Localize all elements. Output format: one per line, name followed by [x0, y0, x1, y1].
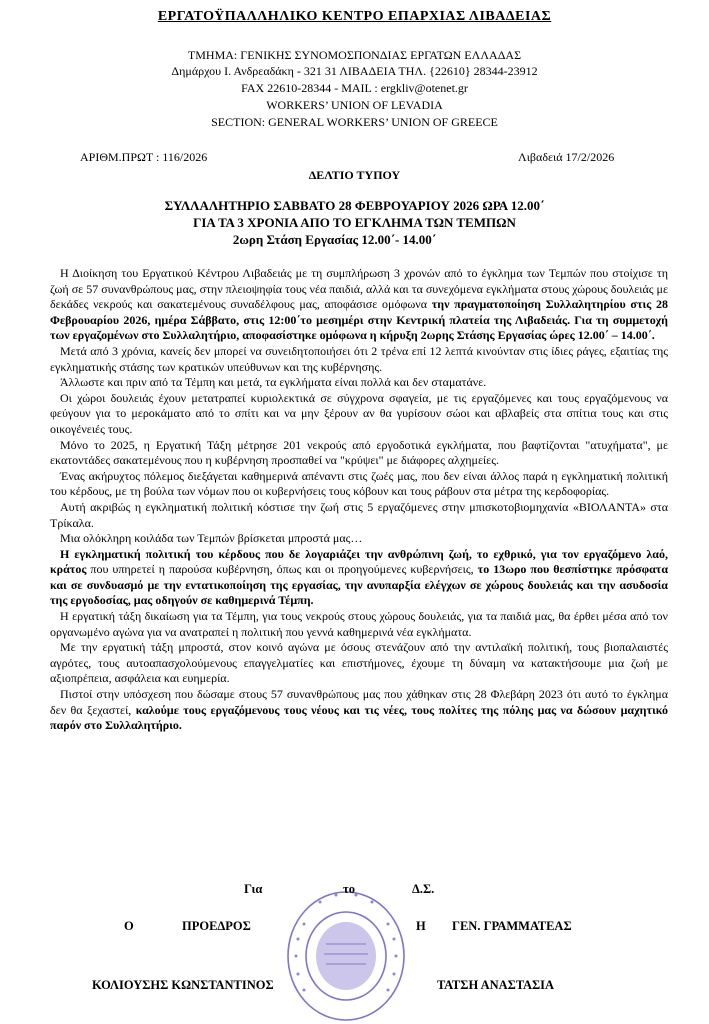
letterhead-title: ΕΡΓΑΤΟΫΠΑΛΛΗΛΙΚΟ ΚΕΝΤΡΟ ΕΠΑΡΧΙΑΣ ΛΙΒΑΔΕΙΑΣ: [157, 9, 552, 24]
headline-line-2: ΓΙΑ ΤΑ 3 ΧΡΟΝΙΑ ΑΠΟ ΤΟ ΕΓΚΛΗΜΑ ΤΩΝ ΤΕΜΠΩΝ: [193, 215, 516, 230]
letterhead-line-3: FAX 22610-28344 - MAIL : ergkliv@otenet.gr: [241, 81, 468, 95]
paragraph: Άλλωστε και πριν από τα Τέμπη και μετά, τα εγκλήματα είναι πολλά και δεν σταματάνε.: [60, 375, 487, 390]
signature-the: το: [343, 882, 356, 896]
signature-for: Για: [244, 882, 263, 896]
protocol-number: ΑΡΙΘΜ.ΠΡΩΤ : 116/2026: [80, 150, 208, 164]
document-date: Λιβαδειά 17/2/2026: [518, 150, 615, 164]
signature-article-o: Ο: [124, 919, 134, 933]
letterhead-line-4: WORKERS’ UNION OF LEVADIA: [266, 98, 443, 112]
paragraph: Η Διοίκηση του Εργατικού Κέντρου Λιβαδειάς με τη συμπλήρωση 3 χρονών από το έγκλημα των Τεμπών που στοίχισε τη ζωή σε 57 συνανθρώπους μας, στην πλειοψηφία τους νέα παιδιά, αλλά και τα συνεχόμενα εγκλήματα στους χώρους δουλειάς με δεκάδες νεκρούς και σακατεμένους συναδέλφους μας, αποφάσισε ομόφωνα την πραγματοποίηση Συλλαλητηρίου στις 28 Φεβρουαρίου 2026, ημέρα Σάββατο, στις 12:00΄το μεσημέρι στην Κεντρική πλατεία της Λιβαδειάς. Για τη συμμετοχή των εργαζομένων στο Συλλαλητήριο, αποφασίστηκε ομόφωνα η κήρυξη 2ωρης Στάσης Εργασίας ώρες 12.00΄ – 14.00΄.: [50, 266, 669, 343]
secretary-name: ΤΑΤΣΗ ΑΝΑΣΤΑΣΙΑ: [437, 978, 555, 992]
paragraph: Η εργατική τάξη δικαίωση για τα Τέμπη, για τους νεκρούς στους χώρους δουλειάς, για τα παιδιά μας, θα έρθει μέσα από τον οργανωμένο αγώνα για να ανατραπεί η πολιτική που γεννά καθημερινά νέα εγκλήματα.: [50, 609, 668, 639]
press-release-body: [50, 266, 668, 734]
letterhead-line-2: Δημάρχου Ι. Ανδρεαδάκη - 321 31 ΛΙΒΑΔΕΙΑ ΤΗΛ. {22610} 28344-23912: [171, 64, 538, 78]
signature-board: Δ.Σ.: [412, 882, 435, 896]
paragraph: Πιστοί στην υπόσχεση που δώσαμε στους 57 συνανθρώπους μας που χάθηκαν στις 28 Φλεβάρη 2023 ότι αυτό το έγκλημα δεν θα ξεχαστεί, καλούμε τους εργαζόμενους τους νέους και τις νέες, τους πολίτες της πόλης μας να δώσουν μαχητικό παρόν στο Συλλαλητήριο.: [50, 687, 669, 733]
letterhead-line-1: ΤΜΗΜΑ: ΓΕΝΙΚΗΣ ΣΥΝΟΜΟΣΠΟΝΔΙΑΣ ΕΡΓΑΤΩΝ ΕΛΛΑΔΑΣ: [187, 48, 522, 62]
paragraph: Μετά από 3 χρόνια, κανείς δεν μπορεί να συνειδητοποιήσει ότι 2 τρένα επί 12 λεπτά κινούνταν στις ίδιες ράγες, εξαιτίας της εγκληματικής στάσης των κρατικών υπεύθυνων και της κυβέρνησης.: [50, 343, 668, 374]
paragraph: Οι χώροι δουλειάς έχουν μετατραπεί κυριολεκτικά σε σύγχρονα σφαγεία, με τις εργαζόμενες και τους εργαζόμενους να φεύγουν για το μεροκάματο από το σπίτι και να μην ξέρουν αν θα γυρίσουν σώοι και αβλαβείς στα σπίτια τους και στις οικογένειές τους.: [50, 390, 668, 436]
headline-line-1: ΣΥΛΛΑΛΗΤΗΡΙΟ ΣΑΒΒΑΤΟ 28 ΦΕΒΡΟΥΑΡΙΟΥ 2026 ΩΡΑ 12.00΄: [164, 198, 545, 213]
paragraph: Η εγκληματική πολιτική του κέρδους που δε λογαριάζει την ανθρώπινη ζωή, το εχθρικό, για τον εργαζόμενο λαό, κράτος που υπηρετεί η παρούσα κυβέρνηση, όπως και οι προηγούμενες κυβερνήσεις, το 13ωρο που θεσπίστηκε πρόσφατα και σε συνδυασμό με την εντατικοποίηση της εργασίας, την ανυπαρξία ελέγχων σε χώρους δουλειάς και την ασυδοσία της εργοδοσίας, μας οδηγούν σε καθημερινά Τέμπη.: [50, 546, 669, 608]
union-stamp-seal: [284, 884, 408, 1024]
paragraph: Με την εργατική τάξη μπροστά, στον κοινό αγώνα με όσους στενάζουν από την αντιλαϊκή πολιτική, τους βιοπαλαιστές αγρότες, τους αυτοαπασχολούμενους επαγγελματίες και επιστήμονες, έχουμε τη δύναμη να κατακτήσουμε μια ζωή με αξιοπρέπεια, ασφάλεια και ευημερία.: [50, 640, 668, 686]
document-type: ΔΕΛΤΙΟ ΤΥΠΟΥ: [308, 168, 401, 182]
paragraph: Μόνο το 2025, η Εργατική Τάξη μέτρησε 201 νεκρούς από εργοδοτικά εγκλήματα, που βαφτίζονται "ατυχήματα", με εκατοντάδες σακατεμένους που η κυβέρνηση προσπαθεί να "κρύψει" με διάφορες αλχημείες.: [50, 437, 668, 468]
president-title: ΠΡΟΕΔΡΟΣ: [182, 919, 251, 933]
paragraph: Αυτή ακριβώς η εγκληματική πολιτική κόστισε την ζωή στις 5 εργαζόμενες στην μπισκοτοβιομηχανία «ΒΙΟΛΑΝΤΑ» στα Τρίκαλα.: [50, 499, 668, 530]
paragraph: Ένας ακήρυχτος πόλεμος διεξάγεται καθημερινά απέναντι στις ζωές μας, που δεν είναι άλλος παρά η εγκληματική πολιτική του κέρδους, με τη βούλα των νόμων που οι κυβερνήσεις τους κόβουν και τους ράβουν στα μέτρα της κερδοφορίας.: [50, 468, 668, 499]
secretary-title: ΓΕΝ. ΓΡΑΜΜΑΤΕΑΣ: [452, 919, 572, 933]
signature-article-i: Η: [416, 919, 426, 933]
letterhead-line-5: SECTION: GENERAL WORKERS’ UNION OF GREECE: [211, 115, 498, 129]
paragraph: Μια ολόκληρη κοιλάδα των Τεμπών βρίσκεται μπροστά μας…: [60, 531, 363, 546]
president-name: ΚΟΛΙΟΥΣΗΣ ΚΩΝΣΤΑΝΤΙΝΟΣ: [92, 978, 274, 992]
headline-line-3: 2ωρη Στάση Εργασίας 12.00΄- 14.00΄: [232, 232, 437, 247]
